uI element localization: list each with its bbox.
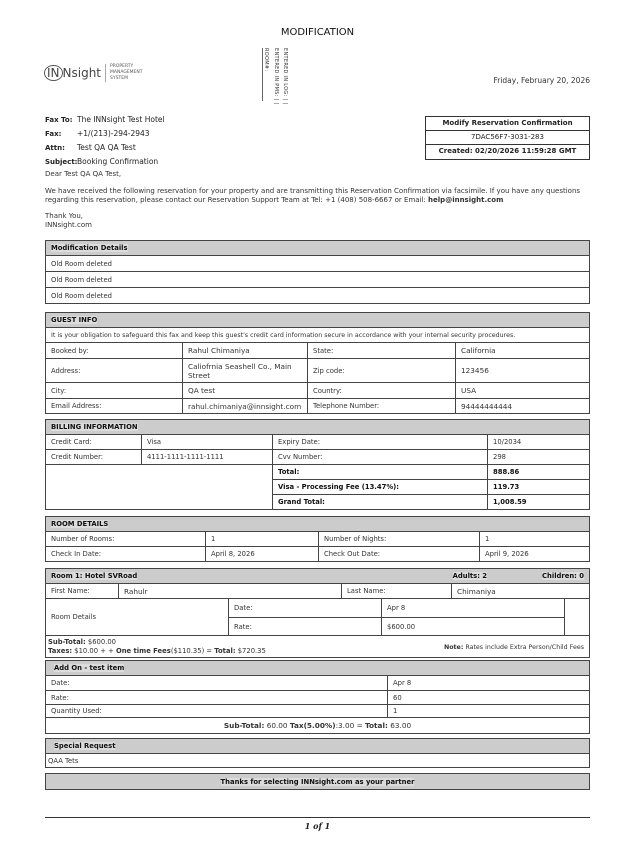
value: 1	[480, 532, 590, 547]
processing-fee-label: Visa - Processing Fee (13.47%):	[273, 480, 488, 495]
innsight-logo	[44, 64, 143, 82]
support-email[interactable]: help@innsight.com	[428, 196, 504, 204]
label: Zip code:	[308, 359, 456, 383]
label: Check In Date:	[46, 547, 206, 562]
value: Apr 8	[388, 676, 590, 691]
label: Cvv Number:	[273, 450, 488, 465]
entered-in-log-label: ENTERED IN LOG: | |	[282, 48, 288, 105]
attn: Test QA QA Test	[77, 143, 136, 152]
value: USA	[456, 383, 590, 399]
fax-header: Fax To: The INNsight Test Hotel Fax: +1/(213)-294-2943 Attn: Test QA QA Test Subject:Booking Confirmation	[45, 115, 165, 166]
modification-row: Old Room deleted	[46, 272, 590, 288]
subject: Booking Confirmation	[77, 157, 159, 166]
room-date: Apr 8	[382, 599, 565, 618]
value: 60	[388, 691, 590, 705]
label: Number of Rooms:	[46, 532, 206, 547]
section-header: GUEST INFO	[46, 313, 590, 328]
last-name: Chimaniya	[452, 584, 590, 599]
label: Check Out Date:	[319, 547, 480, 562]
room-number-label: ROOM#:	[262, 48, 269, 101]
room-totals: Note: Rates include Extra Person/Child Fees Sub-Total: $600.00 Taxes: $10.00 + + One time Fees($110.35) = Total: $720.35	[46, 636, 590, 658]
special-request-text: QAA Tets	[46, 754, 590, 768]
value: 1	[388, 705, 590, 718]
label: Address:	[46, 359, 183, 383]
modification-row: Old Room deleted	[46, 288, 590, 304]
label: Credit Number:	[46, 450, 142, 465]
value: 1	[206, 532, 319, 547]
special-request-table	[45, 738, 590, 768]
label: Email Address:	[46, 399, 183, 414]
section-header: Special Request	[46, 739, 590, 754]
entered-in-pms-label: ENTERED IN PMS: | |	[273, 48, 279, 105]
section-header: Add On - test item	[46, 661, 590, 676]
value: 123456	[456, 359, 590, 383]
add-on-table	[45, 660, 590, 734]
value: rahul.chimaniya@innsight.com	[183, 399, 308, 414]
section-header: Room 1: Hotel SVRoad Children: 0 Adults: 2	[46, 569, 590, 584]
label: Expiry Date:	[273, 435, 488, 450]
label: City:	[46, 383, 183, 399]
greeting: Dear Test QA QA Test,	[45, 170, 122, 178]
value: 94444444444	[456, 399, 590, 414]
fax-to: The INNsight Test Hotel	[77, 115, 165, 124]
value: 4111-1111-1111-1111	[142, 450, 273, 465]
label: Booked by:	[46, 343, 183, 359]
thanks-banner	[45, 773, 590, 790]
value: Visa	[142, 435, 273, 450]
value: Caliofrnia Seashell Co., Main Street	[183, 359, 308, 383]
page-number: 1 of 1	[304, 821, 331, 831]
label: Rate:	[229, 618, 382, 636]
confirmation-title: Modify Reservation Confirmation	[426, 117, 589, 131]
modification-row: Old Room deleted	[46, 256, 590, 272]
room-rate: $600.00	[382, 618, 565, 636]
label: Date:	[229, 599, 382, 618]
label: State:	[308, 343, 456, 359]
grand-total-value: 1,008.59	[488, 495, 590, 510]
value: 298	[488, 450, 590, 465]
security-note: It is your obligation to safeguard this fax and keep this guest's credit card information secure in accordance with your internal security procedures.	[46, 328, 590, 343]
label: Telephone Number:	[308, 399, 456, 414]
confirmation-created: Created: 02/20/2026 11:59:28 GMT	[438, 147, 577, 155]
label: Date:	[46, 676, 388, 691]
add-on-totals: Sub-Total: 60.00 Tax(5.00%):3.00 = Total: 63.00	[46, 718, 590, 734]
label: Country:	[308, 383, 456, 399]
first-name: Rahulr	[119, 584, 342, 599]
label: Number of Nights:	[319, 532, 480, 547]
footer-divider	[45, 817, 590, 818]
value: Rahul Chimaniya	[183, 343, 308, 359]
room-details-label: Room Details	[46, 599, 229, 636]
section-header: BILLING INFORMATION	[46, 420, 590, 435]
total-value: 888.86	[488, 465, 590, 480]
letter-body: We have received the following reservation for your property and are transmitting this Reservation Confirmation via facsimile. If you have any questions regarding this reservation, please contact our Reservation Support Team at Tel: +1 (408) 508-6667 or Email: help@innsight.com	[45, 187, 581, 204]
thanks-text: Thanks for selecting INNsight.com as your partner	[46, 774, 590, 790]
value: April 9, 2026	[480, 547, 590, 562]
confirmation-number: 7DAC56F7-3031-283	[426, 131, 589, 145]
fax-number: +1/(213)-294-2943	[77, 129, 150, 138]
processing-fee-value: 119.73	[488, 480, 590, 495]
label: Rate:	[46, 691, 388, 705]
label: Quantity Used:	[46, 705, 388, 718]
logo-wordmark: IN Nsight	[44, 66, 101, 80]
logo-tagline: PROPERTY MANAGEMENT SYSTEM	[105, 64, 143, 82]
label: Last Name:	[342, 584, 452, 599]
value: April 8, 2026	[206, 547, 319, 562]
value: 10/2034	[488, 435, 590, 450]
value: QA test	[183, 383, 308, 399]
room-details-table	[45, 516, 590, 562]
total-label: Total:	[273, 465, 488, 480]
value: California	[456, 343, 590, 359]
signature: INNsight.com	[45, 221, 92, 229]
document-title: MODIFICATION	[280, 27, 355, 38]
section-header: Modification Details	[46, 241, 590, 256]
grand-total-label: Grand Total:	[273, 495, 488, 510]
document-date: Friday, February 20, 2026	[493, 76, 590, 85]
label: First Name:	[46, 584, 119, 599]
room-1-table	[45, 568, 590, 658]
guest-info-table	[45, 312, 590, 414]
confirmation-box	[425, 116, 590, 160]
label: Credit Card:	[46, 435, 142, 450]
section-header: ROOM DETAILS	[46, 517, 590, 532]
thanks-line: Thank You,	[45, 212, 84, 220]
billing-table	[45, 419, 590, 510]
modification-details-table	[45, 240, 590, 304]
